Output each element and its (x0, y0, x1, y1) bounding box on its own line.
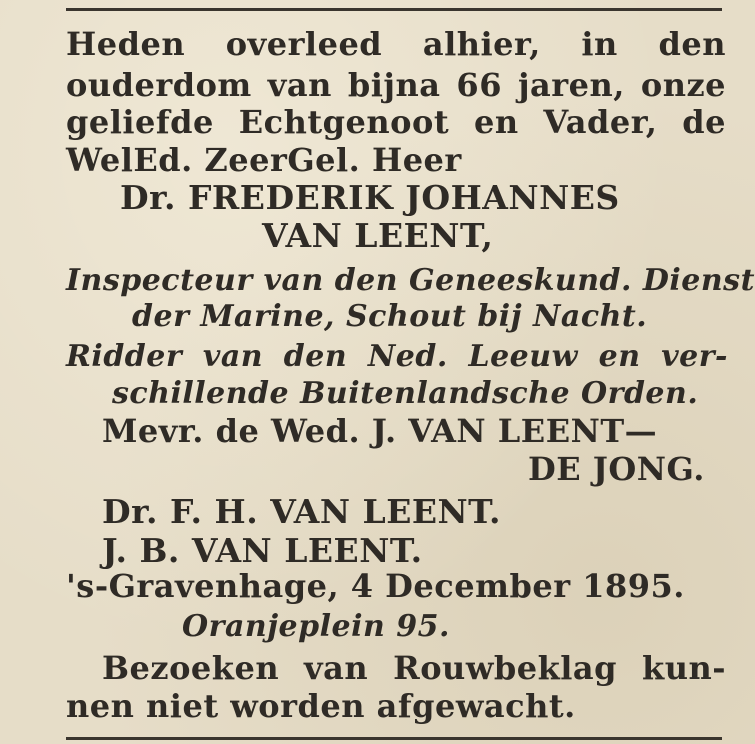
bottom-rule (66, 737, 722, 740)
widow-line-2: DE JONG. (528, 450, 705, 488)
title-line-1: Inspecteur van den Geneeskund. Dienst (66, 263, 755, 298)
top-rule (66, 8, 722, 11)
deceased-surname: VAN LEENT, (262, 216, 494, 255)
deceased-name: Dr. FREDERIK JOHANNES (120, 178, 620, 217)
notice-line-3: geliefde Echtgenoot en Vader, de (66, 103, 726, 141)
notice-line-1: Heden overleed alhier, in den (66, 25, 726, 63)
title-line-4: schillende Buitenlandsche Orden. (112, 376, 699, 411)
title-line-2: der Marine, Schout bij Nacht. (132, 299, 648, 334)
place-date: 's-Gravenhage, 4 December 1895. (66, 567, 685, 605)
closing-line-2: nen niet worden afgewacht. (66, 687, 576, 725)
child-1: Dr. F. H. VAN LEENT. (102, 492, 501, 531)
child-2: J. B. VAN LEENT. (102, 531, 423, 570)
widow-line-1: Mevr. de Wed. J. VAN LEENT— (102, 412, 658, 450)
notice-line-2: ouderdom van bijna 66 jaren, onze (66, 66, 726, 104)
notice-line-4: WelEd. ZeerGel. Heer (66, 141, 462, 179)
address: Oranjeplein 95. (182, 609, 450, 644)
closing-line-1: Bezoeken van Rouwbeklag kun- (102, 649, 726, 687)
title-line-3: Ridder van den Ned. Leeuw en ver- (66, 339, 728, 374)
